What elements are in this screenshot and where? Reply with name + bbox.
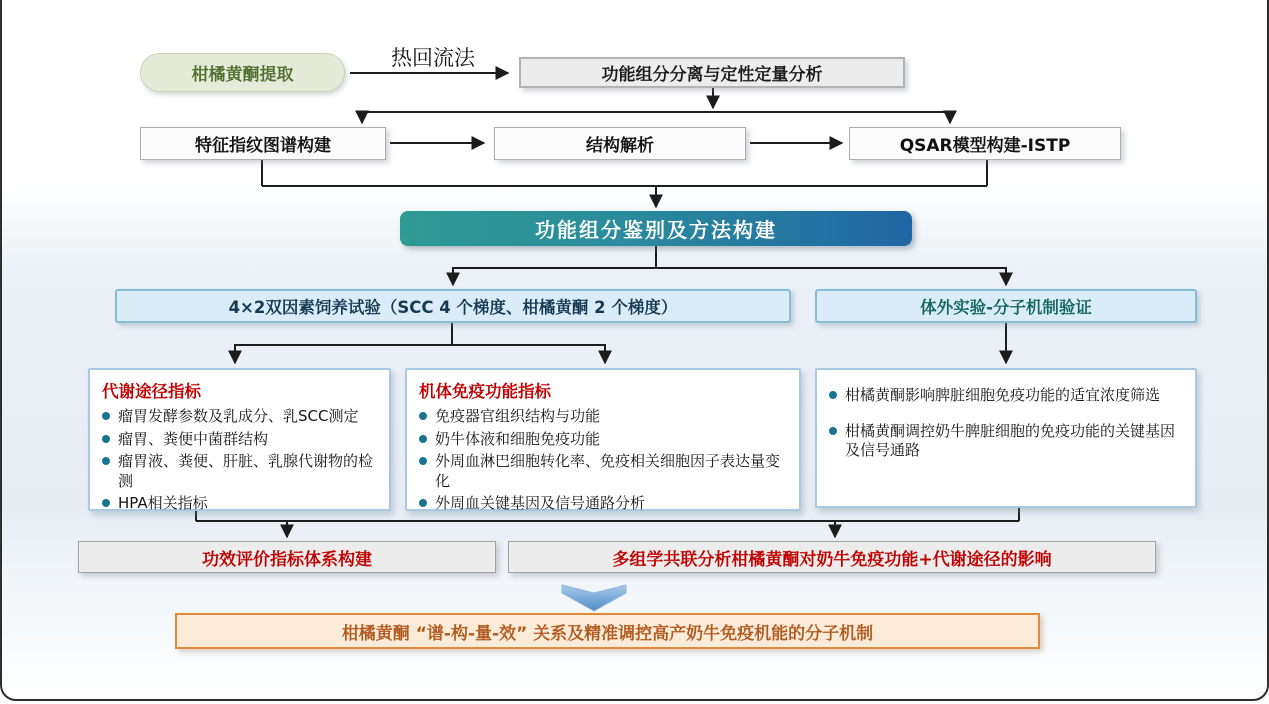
bullet-dot-icon [419,457,427,465]
bullet-text: 柑橘黄酮影响脾脏细胞免疫功能的适宜浓度筛选 [845,386,1161,404]
bullet-dot-icon [419,435,427,443]
fingerprint-box [140,127,386,160]
bullet-dot-icon [102,435,110,443]
bullet-text: 柑橘黄酮调控奶牛脾脏细胞的免疫功能的关键基因及信号通路 [845,421,1176,459]
efficacy-evaluation-box [78,541,496,573]
invitro-validation-box [815,289,1197,323]
bullet-dot-icon [829,427,837,435]
feeding-trial-box [115,289,791,323]
conclusion-label: 柑橘黄酮 “谱-构-量-效” 关系及精准调控高产奶牛免疫机能的分子机制 [341,623,874,644]
invitro-bullet-list [829,386,1185,461]
identification-banner-label: 功能组分鉴别及方法构建 [535,218,777,242]
separation-analysis-box [519,57,905,88]
bullet-dot-icon [102,499,110,507]
bullet-text: 免疫器官组织结构与功能 [435,407,601,425]
bullet-text: 外周血关键基因及信号通路分析 [435,494,646,512]
bullet-text: 瘤胃发酵参数及乳成分、乳SCC测定 [118,407,359,425]
identification-banner [400,211,912,246]
list-item [419,494,789,514]
bullet-text: 瘤胃、粪便中菌群结构 [118,429,269,448]
invitro-validation-label: 体外实验-分子机制验证 [920,298,1092,317]
bullet-text: 外周血淋巴细胞转化率、免疫相关细胞因子表达量变化 [435,452,781,490]
qsar-model-box [849,127,1121,160]
multiomics-analysis-label: 多组学共联分析柑橘黄酮对奶牛免疫功能+代谢途径的影响 [612,549,1052,570]
feeding-trial-label: 4×2双因素饲养试验（SCC 4 个梯度、柑橘黄酮 2 个梯度） [228,298,678,317]
bullet-text: HPA相关指标 [118,494,208,512]
immune-panel-title: 机体免疫功能指标 [419,382,551,401]
efficacy-evaluation-label: 功效评价指标体系构建 [202,549,372,570]
bullet-dot-icon [102,412,110,420]
list-item [419,407,789,427]
structure-analysis-label: 结构解析 [586,136,654,156]
metabolic-panel [88,368,391,511]
bullet-dot-icon [829,391,837,399]
list-item [102,494,379,514]
source-pill-label: 柑橘黄酮提取 [191,65,294,85]
bullet-dot-icon [419,412,427,420]
bullet-dot-icon [102,457,110,465]
list-item [419,430,789,450]
extraction-method-label: 热回流法 [391,46,475,70]
bullet-dot-icon [419,499,427,507]
down-arrow-icon [562,585,626,611]
list-item [829,422,1185,461]
multiomics-analysis-box [508,541,1156,573]
immune-panel [405,368,801,511]
list-item [829,386,1185,406]
qsar-model-label: QSAR模型构建-ISTP [899,136,1071,156]
immune-bullet-list [419,407,789,514]
structure-analysis-box [494,127,746,160]
conclusion-box [175,613,1040,649]
list-item [102,430,379,450]
bullet-text: 奶牛体液和细胞免疫功能 [435,429,601,448]
list-item [102,407,379,427]
invitro-panel [815,368,1197,508]
metabolic-panel-title: 代谢途径指标 [102,382,201,401]
metabolic-bullet-list [102,407,379,514]
separation-analysis-label: 功能组分分离与定性定量分析 [601,65,823,85]
fingerprint-label: 特征指纹图谱构建 [195,136,331,156]
source-pill [140,53,345,92]
bullet-text: 瘤胃液、粪便、肝脏、乳腺代谢物的检测 [118,452,374,490]
list-item [102,452,379,491]
list-item [419,452,789,491]
